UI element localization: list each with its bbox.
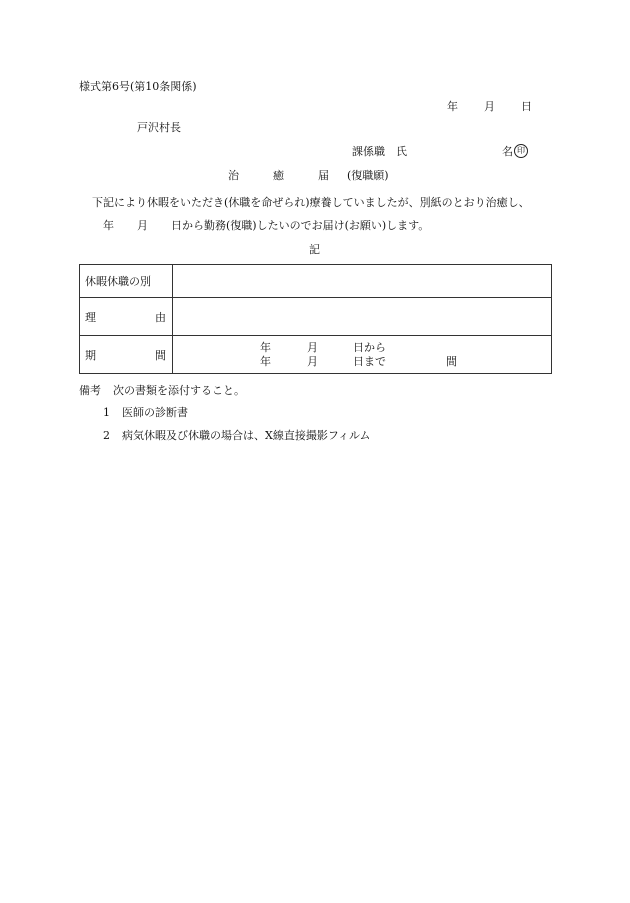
period-label-char-1: 期 — [85, 348, 96, 362]
table-row-reason — [80, 298, 552, 336]
period-duration: 間 — [446, 354, 457, 368]
ki-label: 記 — [309, 243, 320, 256]
period-to-line — [173, 355, 551, 369]
period-from-day: 日から — [353, 340, 386, 354]
period-label-cell — [80, 336, 173, 374]
note-item-number: 1 — [103, 406, 110, 419]
addressee: 戸沢村長 — [137, 121, 181, 134]
leave-type-label: 休暇休職の別 — [85, 275, 151, 288]
name-label: 氏 — [396, 145, 407, 158]
note-item-text: 医師の診断書 — [122, 406, 188, 419]
notes-intro: 次の書類を添付すること。 — [113, 384, 245, 397]
period-to-month: 月 — [307, 354, 318, 368]
return-month-label: 月 — [137, 219, 148, 232]
return-year-label: 年 — [103, 219, 114, 232]
reason-label-char-1: 理 — [85, 310, 96, 324]
period-to-day: 日まで — [353, 354, 386, 368]
leave-type-label-cell — [80, 265, 173, 298]
table-row-leave-type — [80, 265, 552, 298]
title-char-3: 届 — [318, 169, 329, 182]
department-label: 課係職 — [352, 145, 385, 158]
body-line-2 — [103, 219, 429, 233]
date-year-label: 年 — [447, 100, 458, 113]
note-item-number: 2 — [103, 429, 110, 442]
seal-mark: 印 — [514, 144, 528, 158]
period-to-year: 年 — [260, 354, 271, 368]
reason-field[interactable] — [173, 298, 552, 336]
applicant-line — [352, 145, 528, 159]
table-row-period — [80, 336, 552, 374]
date-month-label: 月 — [484, 100, 495, 113]
leave-type-field[interactable] — [173, 265, 552, 298]
title-char-2: 癒 — [273, 169, 284, 182]
reason-label — [85, 309, 166, 325]
period-field[interactable] — [173, 336, 552, 374]
period-label — [85, 347, 166, 363]
notes-heading-line — [79, 384, 245, 398]
notes-heading: 備考 — [79, 384, 101, 397]
reason-label-char-2: 由 — [155, 310, 166, 324]
date-day-label: 日 — [521, 100, 532, 113]
return-text: 日から勤務(復職)したいのでお届け(お願い)します。 — [171, 219, 430, 232]
list-item — [103, 406, 188, 420]
document-title — [228, 169, 389, 183]
body-line-1: 下記により休暇をいただき(休職を命ぜられ)療養していましたが、別紙のとおり治癒し、 — [92, 196, 530, 209]
title-char-1: 治 — [228, 169, 239, 182]
reason-label-cell — [80, 298, 173, 336]
period-from-month: 月 — [307, 340, 318, 354]
form-number: 様式第6号(第10条関係) — [79, 80, 197, 93]
period-label-char-2: 間 — [155, 348, 166, 362]
details-table — [79, 264, 552, 374]
note-item-text: 病気休暇及び休職の場合は、X線直接撮影フィルム — [122, 429, 371, 442]
period-from-line — [173, 341, 551, 355]
title-subtitle: (復職願) — [347, 169, 389, 182]
date-line — [447, 100, 532, 114]
name-suffix-label: 名 — [502, 145, 513, 158]
period-from-year: 年 — [260, 340, 271, 354]
list-item — [103, 429, 371, 443]
